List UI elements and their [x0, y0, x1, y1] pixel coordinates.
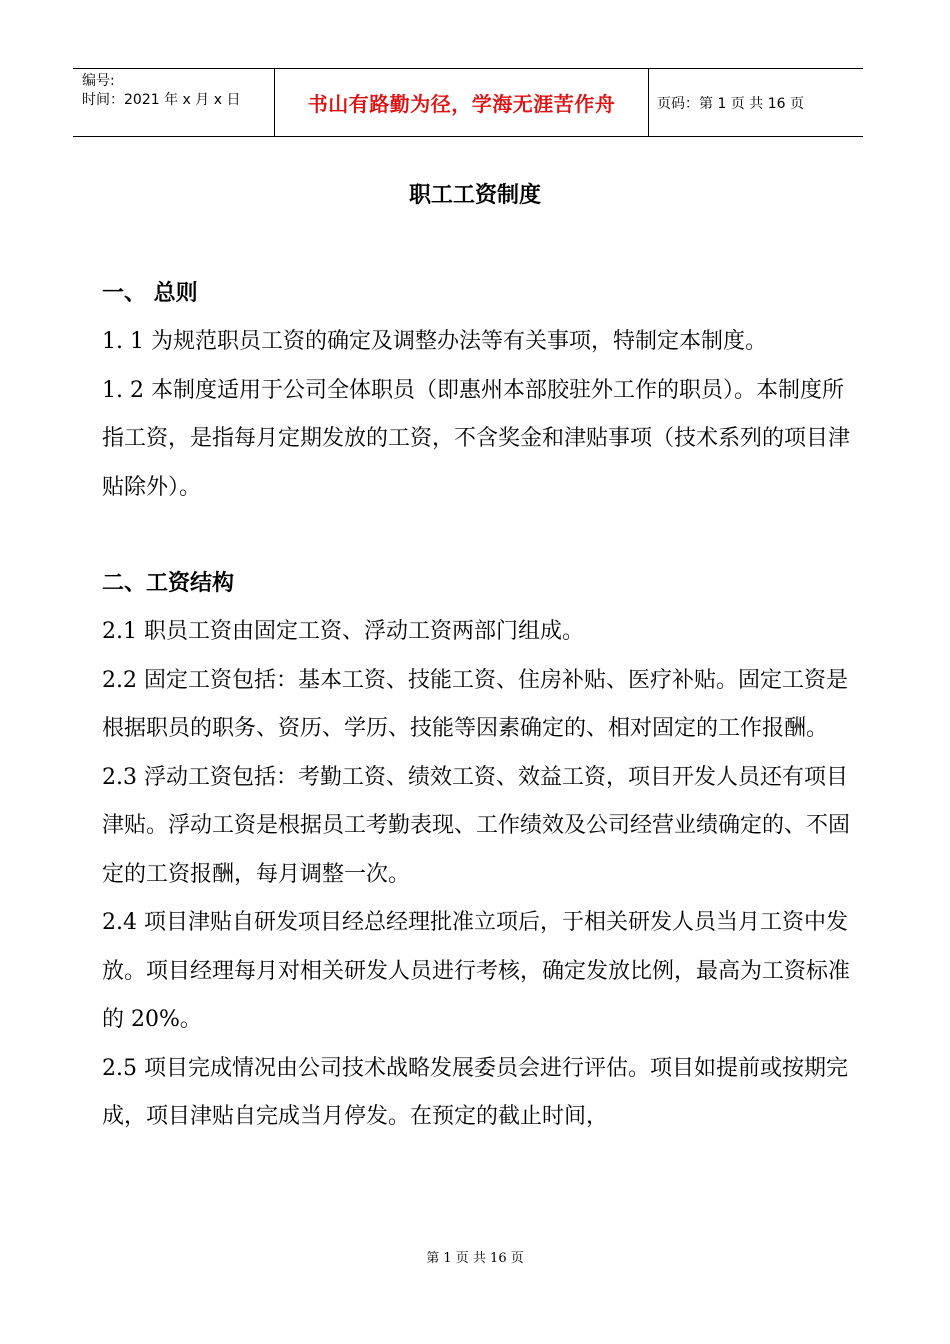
paragraph-2-5: 2.5 项目完成情况由公司技术战略发展委员会进行评估。项目如提前或按期完成，项目津贴自完成当月停发。在预定的截止时间， [102, 1055, 848, 1129]
page-footer: 第 1 页 共 16 页 [426, 1251, 524, 1266]
paragraph-2-4: 2.4 项目津贴自研发项目经总经理批准立项后，于相关研发人员当月工资中发放。项目经理每月对相关研发人员进行考核，确定发放比例，最高为工资标准的 20%。 [102, 910, 851, 1032]
paragraph-2-3: 2.3 浮动工资包括：考勤工资、绩效工资、效益工资，项目开发人员还有项目津贴。浮动工资是根据员工考勤表现、工作绩效及公司经营业绩确定的、不固定的工资报酬，每月调整一次。 [102, 764, 851, 887]
section-heading-wage-structure: 二、工资结构 [102, 571, 235, 596]
section-spacer [102, 512, 852, 560]
paragraph-1-2: 1. 2 本制度适用于公司全体职员（即惠州本部胶驻外工作的职员）。本制度所指工资，是指每月定期发放的工资，不含奖金和津贴事项（技术系列的项目津贴除外）。 [102, 377, 851, 500]
paragraph-2-1: 2.1 职员工资由固定工资、浮动工资两部门组成。 [102, 619, 584, 644]
header-page-code: 页码：第 1 页 共 16 页 [657, 95, 804, 112]
document-time-label: 时间：2021 年 x 月 x 日 [82, 92, 241, 108]
document-body [102, 270, 852, 1142]
section-heading-general: 一、 总则 [102, 281, 198, 306]
document-header [73, 68, 863, 137]
document-title: 职工工资制度 [408, 183, 541, 208]
header-motto: 书山有路勤为径，学海无涯苦作舟 [275, 69, 649, 136]
header-left-cell [73, 69, 275, 136]
paragraph-2-2: 2.2 固定工资包括：基本工资、技能工资、住房补贴、医疗补贴。固定工资是根据职员的职务、资历、学历、技能等因素确定的、相对固定的工作报酬。 [102, 667, 848, 741]
document-number-label: 编号: [82, 73, 115, 89]
paragraph-1-1: 1. 1 为规范职员工资的确定及调整办法等有关事项，特制定本制度。 [102, 329, 767, 354]
